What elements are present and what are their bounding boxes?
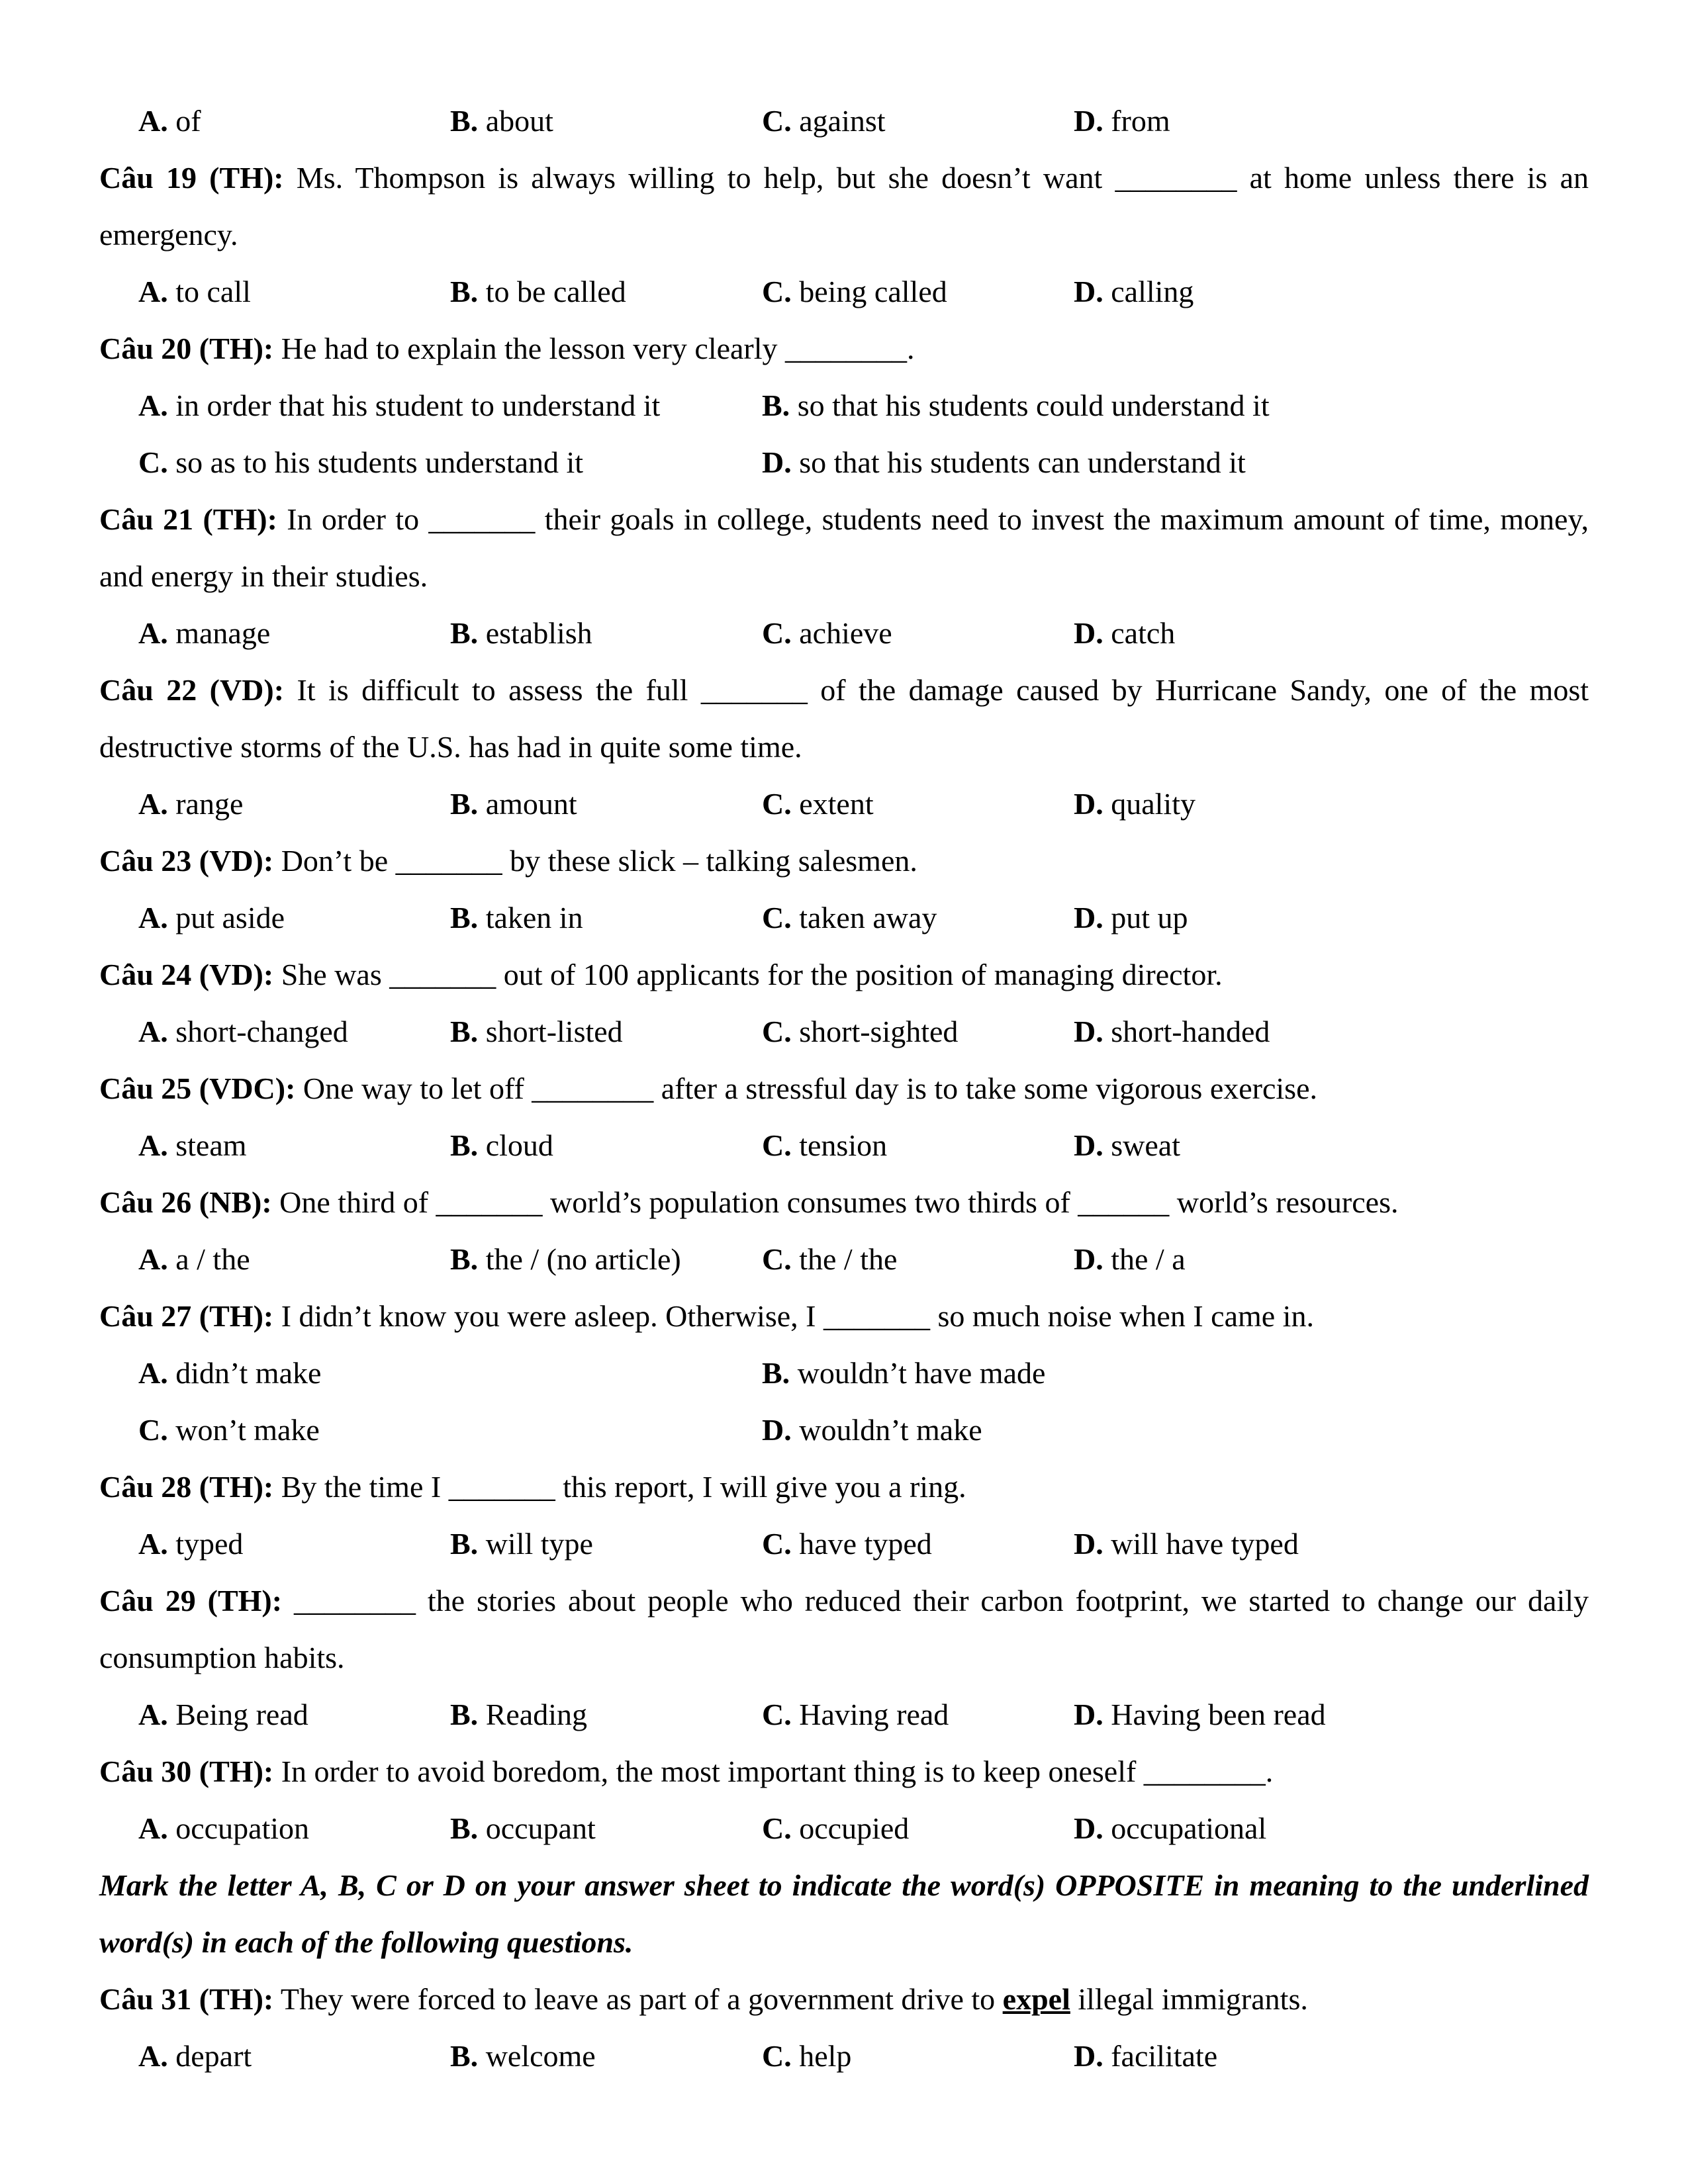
q21-option-b: B. establish	[450, 616, 592, 650]
q29-option-b: B. Reading	[450, 1698, 587, 1731]
q28-option-c: C. have typed	[762, 1527, 932, 1561]
q20-option-c: C. so as to his students understand it	[138, 445, 584, 479]
q19-option-b: B. to be called	[450, 275, 626, 308]
q20-option-a: A. in order that his student to understand it	[138, 388, 661, 422]
q29-option-c: C. Having read	[762, 1698, 949, 1731]
q28-option-a: A. typed	[138, 1527, 244, 1561]
q21-option-a: A. manage	[138, 616, 271, 650]
q24-option-c: C. short-sighted	[762, 1015, 959, 1048]
q27-options-row1	[99, 1345, 1589, 1402]
section-instruction: Mark the letter A, B, C or D on your answer sheet to indicate the word(s) OPPOSITE in meaning to the underlined word(s) in each of the following questions.	[99, 1868, 1589, 1959]
q23-option-b: B. taken in	[450, 901, 583, 934]
q24-options	[99, 1003, 1589, 1060]
q23-option-d: D. put up	[1074, 901, 1188, 934]
q18-option-b: B. about	[450, 104, 553, 138]
q26-option-d: D. the / a	[1074, 1242, 1186, 1276]
q18-option-d: D. from	[1074, 104, 1170, 138]
q25-option-b: B. cloud	[450, 1128, 553, 1162]
q21-option-d: D. catch	[1074, 616, 1176, 650]
q18-options	[99, 93, 1589, 150]
q18-option-a: A. of	[138, 104, 201, 138]
q24-stem: Câu 24 (VD): She was _______ out of 100 applicants for the position of managing director.	[99, 958, 1223, 991]
q28-option-b: B. will type	[450, 1527, 593, 1561]
q28-stem: Câu 28 (TH): By the time I _______ this report, I will give you a ring.	[99, 1470, 966, 1504]
q20-options-row1	[99, 377, 1589, 434]
q25-stem: Câu 25 (VDC): One way to let off ________ after a stressful day is to take some vigorous exercise.	[99, 1071, 1318, 1105]
q30-option-b: B. occupant	[450, 1811, 596, 1845]
q27-stem: Câu 27 (TH): I didn’t know you were asleep. Otherwise, I _______ so much noise when I came in.	[99, 1299, 1314, 1333]
q31-stem: Câu 31 (TH): They were forced to leave as part of a government drive to expel illegal immigrants.	[99, 1982, 1308, 2016]
q31-option-b: B. welcome	[450, 2039, 596, 2073]
q23-option-c: C. taken away	[762, 901, 937, 934]
q30-option-d: D. occupational	[1074, 1811, 1267, 1845]
q27-option-c: C. won’t make	[138, 1413, 320, 1447]
q19-options	[99, 263, 1589, 320]
q31-option-a: A. depart	[138, 2039, 252, 2073]
q21-option-c: C. achieve	[762, 616, 892, 650]
q31-options	[99, 2028, 1589, 2085]
q29-options	[99, 1686, 1589, 1743]
q26-stem: Câu 26 (NB): One third of _______ world’s population consumes two thirds of ______ world’s resources.	[99, 1185, 1399, 1219]
q22-option-c: C. extent	[762, 787, 874, 821]
q23-option-a: A. put aside	[138, 901, 285, 934]
q29-option-d: D. Having been read	[1074, 1698, 1326, 1731]
q26-option-b: B. the / (no article)	[450, 1242, 681, 1276]
q20-options-row2	[99, 434, 1589, 491]
q27-option-a: A. didn’t make	[138, 1356, 322, 1390]
q31-option-d: D. facilitate	[1074, 2039, 1218, 2073]
q25-option-a: A. steam	[138, 1128, 247, 1162]
q29-stem: Câu 29 (TH): ________ the stories about people who reduced their carbon footprint, we started to change our daily consumption habits.	[99, 1584, 1589, 1674]
q26-option-a: A. a / the	[138, 1242, 250, 1276]
exam-page	[99, 93, 1589, 2085]
q24-option-d: D. short-handed	[1074, 1015, 1270, 1048]
q19-option-a: A. to call	[138, 275, 251, 308]
q22-options	[99, 776, 1589, 833]
q26-option-c: C. the / the	[762, 1242, 898, 1276]
q25-option-d: D. sweat	[1074, 1128, 1180, 1162]
q25-option-c: C. tension	[762, 1128, 888, 1162]
q21-stem: Câu 21 (TH): In order to _______ their goals in college, students need to invest the maximum amount of time, money, and energy in their studies.	[99, 502, 1589, 593]
q20-option-d: D. so that his students can understand it	[762, 445, 1246, 479]
q28-option-d: D. will have typed	[1074, 1527, 1299, 1561]
q22-option-a: A. range	[138, 787, 244, 821]
q30-options	[99, 1800, 1589, 1857]
q23-options	[99, 889, 1589, 946]
q25-options	[99, 1117, 1589, 1174]
q30-stem: Câu 30 (TH): In order to avoid boredom, the most important thing is to keep oneself ________.	[99, 1754, 1274, 1788]
q19-stem: Câu 19 (TH): Ms. Thompson is always willing to help, but she doesn’t want ________ at home unless there is an emergency.	[99, 161, 1589, 251]
q27-options-row2	[99, 1402, 1589, 1459]
q19-option-c: C. being called	[762, 275, 947, 308]
q27-option-b: B. wouldn’t have made	[762, 1356, 1046, 1390]
q23-stem: Câu 23 (VD): Don’t be _______ by these slick – talking salesmen.	[99, 844, 917, 878]
underlined-word: expel	[1002, 1982, 1070, 2016]
q22-option-d: D. quality	[1074, 787, 1196, 821]
q29-option-a: A. Being read	[138, 1698, 308, 1731]
q26-options	[99, 1231, 1589, 1288]
q20-stem: Câu 20 (TH): He had to explain the lesson very clearly ________.	[99, 332, 915, 365]
q20-option-b: B. so that his students could understand it	[762, 388, 1270, 422]
q19-option-d: D. calling	[1074, 275, 1194, 308]
q30-option-a: A. occupation	[138, 1811, 310, 1845]
q28-options	[99, 1516, 1589, 1572]
q24-option-b: B. short-listed	[450, 1015, 623, 1048]
q18-option-c: C. against	[762, 104, 886, 138]
q31-option-c: C. help	[762, 2039, 852, 2073]
q22-stem: Câu 22 (VD): It is difficult to assess the full _______ of the damage caused by Hurricane Sandy, one of the most destructive storms of the U.S. has had in quite some time.	[99, 673, 1589, 764]
q27-option-d: D. wouldn’t make	[762, 1413, 982, 1447]
q22-option-b: B. amount	[450, 787, 577, 821]
q24-option-a: A. short-changed	[138, 1015, 348, 1048]
q21-options	[99, 605, 1589, 662]
q30-option-c: C. occupied	[762, 1811, 910, 1845]
